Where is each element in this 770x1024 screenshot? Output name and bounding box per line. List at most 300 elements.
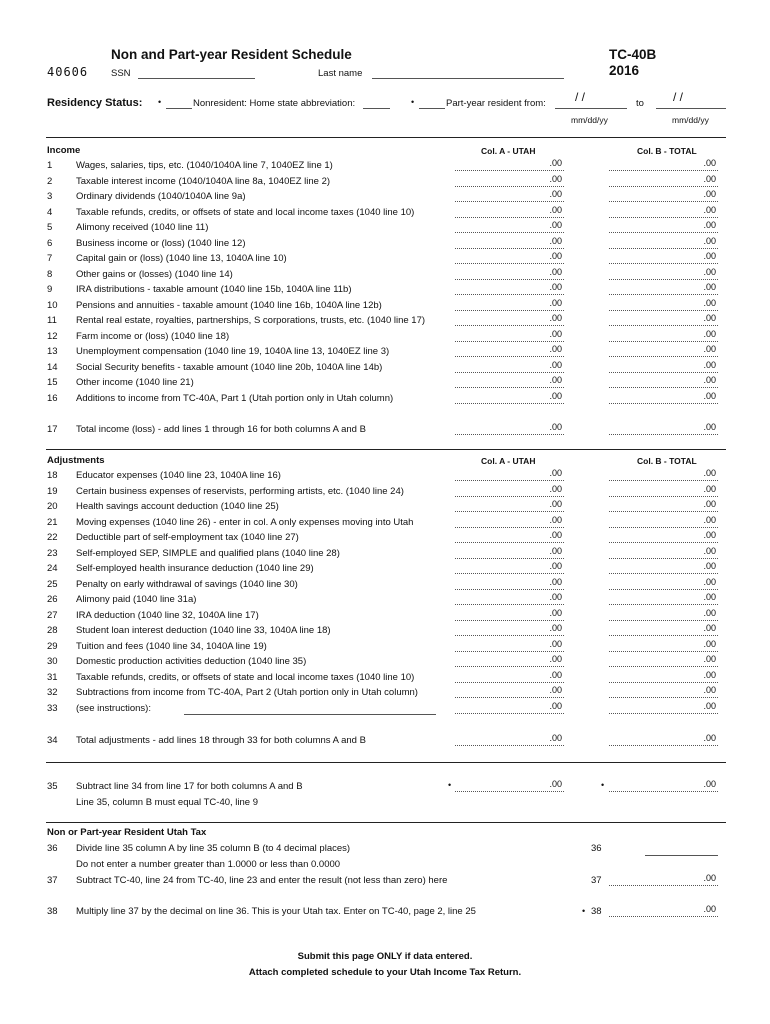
form-year: 2016 [609,63,640,78]
line-description: Taxable interest income (1040/1040A line 8a, 1040EZ line 2) [76,175,331,187]
cents-label: .00 [549,499,562,509]
line-8 [0,267,770,283]
cents-label: .00 [703,607,716,618]
line-18 [0,468,770,484]
line-number: 22 [47,532,58,543]
line-38-field[interactable] [609,904,718,917]
cents-label: .00 [703,700,716,711]
line-21-col-b-field[interactable] [609,515,718,528]
line-number: 24 [47,563,58,574]
cents-label: .00 [703,669,716,680]
line-number: 27 [47,609,58,621]
ssn-field[interactable] [138,66,255,79]
line-description: Unemployment compensation (1040 line 19, 1040A line 13, 1040EZ line 3) [76,346,390,357]
line-25-col-b-field[interactable] [609,577,718,590]
cents-label: .00 [549,654,562,664]
cents-label: .00 [549,313,562,323]
line-18-col-b-field[interactable] [609,468,718,481]
line-number: 9 [47,284,53,295]
cents-label: .00 [703,530,716,540]
line-description: Total adjustments - add lines 18 through 33 for both columns A and B [76,735,366,746]
line-description: Other gains or (losses) (1040 line 14) [76,268,233,280]
line-description: Ordinary dividends (1040/1040A line 9a) [76,191,246,202]
line-9-col-a-field[interactable] [455,282,564,295]
line-description: Educator expenses (1040 line 23, 1040A line 16) [76,470,281,481]
cents-label: .00 [703,873,716,883]
cents-label: .00 [549,173,562,184]
line-number: 37 [47,875,58,886]
form-title: Non and Part-year Resident Schedule [111,47,352,62]
cents-label: .00 [703,561,716,571]
line-19-col-b-field[interactable] [609,484,718,497]
line-29-col-a-field[interactable] [455,639,564,652]
line-number: 38 [47,906,58,917]
cents-label: .00 [703,158,716,168]
line-37-box-label: 37 [591,875,602,886]
cents-label: .00 [549,158,562,168]
line-10-col-a-field[interactable] [455,298,564,311]
line-number: 32 [47,687,58,698]
line-27-col-b-field[interactable] [609,608,718,621]
cents-label: .00 [549,204,562,215]
line-number: 3 [47,191,53,202]
cents-label: .00 [703,779,716,789]
adjust-col-a-header: Col. A - UTAH [481,456,536,466]
cents-label: .00 [549,483,562,494]
line-description: Domestic production activities deduction (1040 line 35) [76,656,307,667]
line-28 [0,623,770,639]
line-11-col-a-field[interactable] [455,313,564,326]
cents-label: .00 [703,328,716,339]
line-13 [0,344,770,360]
line-14-col-a-field[interactable] [455,360,564,373]
line-22-col-a-field[interactable] [455,530,564,543]
date-separator: / / [575,90,586,104]
line-description: IRA distributions - taxable amount (1040 line 15b, 1040A line 11b) [76,284,352,295]
line-6-col-a-field[interactable] [455,236,564,249]
line-number: 36 [47,843,58,854]
bullet: • [158,97,162,107]
line-number: 8 [47,268,53,280]
line-13-col-a-field[interactable] [455,344,564,357]
cents-label: .00 [703,514,716,525]
line-26-col-b-field[interactable] [609,592,718,605]
cents-label: .00 [703,204,716,215]
line-15 [0,375,770,391]
line-34-col-b-field[interactable] [609,733,718,746]
line-description: Self-employed health insurance deduction (1040 line 29) [76,563,314,574]
line-3-col-a-field[interactable] [455,189,564,202]
bullet: • [601,780,605,790]
line-description: Additions to income from TC-40A, Part 1 (Utah portion only in Utah column) [76,392,394,404]
cents-label: .00 [549,638,562,649]
cents-label: .00 [703,545,716,556]
line-34-col-a-field[interactable] [455,733,564,746]
line-32-col-a-field[interactable] [455,685,564,698]
line-34 [0,733,770,749]
line-description: Alimony received (1040 line 11) [76,222,209,233]
line-30-col-a-field[interactable] [455,654,564,667]
cents-label: .00 [549,251,562,261]
cents-label: .00 [549,607,562,618]
cents-label: .00 [703,483,716,494]
form-code: 40606 [47,65,89,79]
line-17-col-a-field[interactable] [455,422,564,435]
line-10-col-b-field[interactable] [609,298,718,311]
line-2-col-b-field[interactable] [609,174,718,187]
line-32 [0,685,770,701]
line-9 [0,282,770,298]
date-format-to: mm/dd/yy [672,115,709,125]
cents-label: .00 [549,422,562,432]
line-number: 21 [47,516,58,528]
cents-label: .00 [549,514,562,525]
line-36-field[interactable] [645,843,718,856]
line-1 [0,158,770,174]
line-3-col-b-field[interactable] [609,189,718,202]
residency-label: Residency Status: [47,97,143,109]
line-number: 4 [47,206,53,218]
line-14 [0,360,770,376]
bullet: • [582,906,586,916]
cents-label: .00 [703,344,716,354]
line-number: 23 [47,547,58,559]
divider [46,137,726,138]
line-description: Tuition and fees (1040 line 34, 1040A line 19) [76,640,267,652]
line-description: Total income (loss) - add lines 1 through 16 for both columns A and B [76,424,366,435]
line-22 [0,530,770,546]
line-4 [0,205,770,221]
line-8-col-a-field[interactable] [455,267,564,280]
cents-label: .00 [703,297,716,308]
line-10 [0,298,770,314]
adjust-col-b-header: Col. B - TOTAL [637,456,697,466]
line-35-col-a-field[interactable] [455,779,564,792]
line-23-col-b-field[interactable] [609,546,718,559]
cents-label: .00 [703,282,716,292]
line-26-col-a-field[interactable] [455,592,564,605]
line-11 [0,313,770,329]
line-number: 28 [47,625,58,636]
line-33-col-b-field[interactable] [609,701,718,714]
cents-label: .00 [703,654,716,664]
line-number: 33 [47,702,58,714]
line-5 [0,220,770,236]
tax-heading: Non or Part-year Resident Utah Tax [47,827,207,838]
date-format-from: mm/dd/yy [571,115,608,125]
line-13-col-b-field[interactable] [609,344,718,357]
line-5-col-b-field[interactable] [609,220,718,233]
line-description: Rental real estate, royalties, partnerships, S corporations, trusts, etc. (1040 line 17) [76,315,426,326]
cents-label: .00 [703,685,716,695]
date-separator: / / [673,90,684,104]
line-14-col-b-field[interactable] [609,360,718,373]
line-6-col-b-field[interactable] [609,236,718,249]
cents-label: .00 [549,592,562,602]
line-description: Deductible part of self-employment tax (1040 line 27) [76,532,299,543]
line-description: Capital gain or (loss) (1040 line 13, 1040A line 10) [76,253,287,264]
line-number: 16 [47,392,58,404]
from-date-field[interactable] [555,90,627,109]
cents-label: .00 [549,700,562,711]
cents-label: .00 [549,282,562,292]
line-description: IRA deduction (1040 line 32, 1040A line 17) [76,609,259,621]
line-36-box-label: 36 [591,843,602,854]
cents-label: .00 [549,623,562,633]
line-21-col-a-field[interactable] [455,515,564,528]
line-35-note: Line 35, column B must equal TC-40, line 9 [76,797,259,808]
cents-label: .00 [549,344,562,354]
line-number: 31 [47,671,58,683]
line-number: 29 [47,640,58,652]
line-number: 6 [47,237,53,249]
nonresident-checkbox-field[interactable] [166,96,192,109]
line-2-col-a-field[interactable] [455,174,564,187]
line-number: 18 [47,470,58,481]
cents-label: .00 [703,359,716,370]
cents-label: .00 [703,235,716,246]
cents-label: .00 [549,733,562,743]
income-col-b-header: Col. B - TOTAL [637,146,697,156]
line-description: Business income or (loss) (1040 line 12) [76,237,246,249]
line-35-col-b-field[interactable] [609,779,718,792]
cents-label: .00 [703,623,716,633]
line-33 [0,701,770,717]
line-24 [0,561,770,577]
line-29 [0,639,770,655]
cents-label: .00 [549,468,562,478]
cents-label: .00 [703,422,716,432]
cents-label: .00 [549,266,562,277]
partyear-checkbox-field[interactable] [419,96,445,109]
line-number: 20 [47,501,58,512]
nonresident-label: Nonresident: Home state abbreviation: [193,98,356,109]
line-number: 35 [47,781,58,792]
line-number: 2 [47,175,53,187]
cents-label: .00 [549,390,562,401]
line-number: 14 [47,361,58,373]
line-36-note: Do not enter a number greater than 1.0000 or less than 0.0000 [76,859,341,870]
line-16 [0,391,770,407]
line-25 [0,577,770,593]
cents-label: .00 [549,530,562,540]
line-description: Subtract line 34 from line 17 for both columns A and B [76,781,303,792]
line-32-col-b-field[interactable] [609,685,718,698]
line-number: 30 [47,656,58,667]
cents-label: .00 [703,390,716,401]
line-38-description: Multiply line 37 by the decimal on line 36. This is your Utah tax. Enter on TC-40, page 2, line 25 [76,906,476,917]
line-25-col-a-field[interactable] [455,577,564,590]
line-number: 11 [47,315,57,326]
cents-label: .00 [549,297,562,308]
bullet: • [411,97,415,107]
cents-label: .00 [549,328,562,339]
line-11-col-b-field[interactable] [609,313,718,326]
line-17 [0,422,770,438]
line-28-col-a-field[interactable] [455,623,564,636]
line-29-col-b-field[interactable] [609,639,718,652]
line-12 [0,329,770,345]
lastname-label: Last name [318,68,363,79]
line-12-col-a-field[interactable] [455,329,564,342]
cents-label: .00 [549,220,562,230]
line-35 [0,779,770,795]
footer-attach-note: Attach completed schedule to your Utah Income Tax Return. [248,967,522,978]
line-12-col-b-field[interactable] [609,329,718,342]
line-19-col-a-field[interactable] [455,484,564,497]
line-16-col-a-field[interactable] [455,391,564,404]
cents-label: .00 [703,499,716,509]
income-col-a-header: Col. A - UTAH [481,146,536,156]
line-24-col-a-field[interactable] [455,561,564,574]
cents-label: .00 [703,592,716,602]
line-description: Self-employed SEP, SIMPLE and qualified plans (1040 line 28) [76,547,340,559]
line-number: 7 [47,253,53,264]
line-19 [0,484,770,500]
cents-label: .00 [549,189,562,199]
line-8-col-b-field[interactable] [609,267,718,280]
line-33-col-a-field[interactable] [455,701,564,714]
line-number: 15 [47,377,58,388]
line-description: Taxable refunds, credits, or offsets of state and local income taxes (1040 line 10) [76,206,415,218]
cents-label: .00 [703,313,716,323]
cents-label: .00 [549,375,562,385]
line-28-col-b-field[interactable] [609,623,718,636]
line-21 [0,515,770,531]
cents-label: .00 [703,733,716,743]
adjustments-heading: Adjustments [47,455,105,466]
ssn-label: SSN [111,68,131,79]
cents-label: .00 [549,669,562,680]
line-30 [0,654,770,670]
line-description: Social Security benefits - taxable amount (1040 line 20b, 1040A line 14b) [76,361,383,373]
line-2 [0,174,770,190]
form-number: TC-40B [609,47,657,62]
line-description: Moving expenses (1040 line 26) - enter in col. A only expenses moving into Utah [76,516,414,528]
bullet: • [448,780,452,790]
line-38-box-label: 38 [591,906,602,917]
cents-label: .00 [549,779,562,789]
line-26 [0,592,770,608]
line-description: Alimony paid (1040 line 31a) [76,594,197,605]
line-5-col-a-field[interactable] [455,220,564,233]
line-7-col-b-field[interactable] [609,251,718,264]
line-3 [0,189,770,205]
cents-label: .00 [703,266,716,277]
to-date-field[interactable] [656,90,726,109]
line-1-col-a-field[interactable] [455,158,564,171]
line-number: 17 [47,424,58,435]
line-30-col-b-field[interactable] [609,654,718,667]
line-1-col-b-field[interactable] [609,158,718,171]
line-9-col-b-field[interactable] [609,282,718,295]
line-number: 19 [47,485,58,497]
line-description: Farm income or (loss) (1040 line 18) [76,330,230,342]
line-7 [0,251,770,267]
line-number: 25 [47,578,58,590]
line-31-col-a-field[interactable] [455,670,564,683]
line-36-description: Divide line 35 column A by line 35 column B (to 4 decimal places) [76,843,351,854]
cents-label: .00 [703,189,716,199]
line-description: Certain business expenses of reservists, performing artists, etc. (1040 line 24) [76,485,404,497]
line-4-col-b-field[interactable] [609,205,718,218]
line-23-col-a-field[interactable] [455,546,564,559]
cents-label: .00 [703,173,716,184]
line-23 [0,546,770,562]
line-6 [0,236,770,252]
line-16-col-b-field[interactable] [609,391,718,404]
line-description: Subtractions from income from TC-40A, Part 2 (Utah portion only in Utah column) [76,687,418,698]
line-15-col-a-field[interactable] [455,375,564,388]
income-heading: Income [47,145,81,156]
divider [46,822,726,823]
line-number: 12 [47,330,58,342]
cents-label: .00 [549,235,562,246]
cents-label: .00 [703,251,716,261]
line-description: Wages, salaries, tips, etc. (1040/1040A line 7, 1040EZ line 1) [76,160,333,171]
line-description: Other income (1040 line 21) [76,377,194,388]
line-37-description: Subtract TC-40, line 24 from TC-40, line 23 and enter the result (not less than zero) here [76,875,448,886]
line-20 [0,499,770,515]
cents-label: .00 [703,468,716,478]
cents-label: .00 [703,220,716,230]
line-number: 10 [47,299,58,311]
line-31 [0,670,770,686]
cents-label: .00 [549,685,562,695]
line-number: 13 [47,346,58,357]
to-label: to [636,98,644,109]
cents-label: .00 [703,375,716,385]
line-7-col-a-field[interactable] [455,251,564,264]
line-37-field[interactable] [609,873,718,886]
line-15-col-b-field[interactable] [609,375,718,388]
line-4-col-a-field[interactable] [455,205,564,218]
cents-label: .00 [703,904,716,914]
cents-label: .00 [549,561,562,571]
partyear-label: Part-year resident from: [446,98,546,109]
line-number: 5 [47,222,53,233]
divider [46,762,726,763]
line-description: Student loan interest deduction (1040 line 33, 1040A line 18) [76,625,331,636]
line-18-col-a-field[interactable] [455,468,564,481]
cents-label: .00 [549,576,562,587]
line-31-col-b-field[interactable] [609,670,718,683]
line-17-col-b-field[interactable] [609,422,718,435]
line-number: 34 [47,735,58,746]
cents-label: .00 [703,638,716,649]
cents-label: .00 [549,545,562,556]
line-27 [0,608,770,624]
line-description: Health savings account deduction (1040 line 25) [76,501,279,512]
line-24-col-b-field[interactable] [609,561,718,574]
line-description: Penalty on early withdrawal of savings (1040 line 30) [76,578,298,590]
line-description: Pensions and annuities - taxable amount (1040 line 16b, 1040A line 12b) [76,299,382,311]
divider [46,449,726,450]
home-state-field[interactable] [363,96,390,109]
line-number: 1 [47,160,53,171]
line-20-col-a-field[interactable] [455,499,564,512]
line-number: 26 [47,594,58,605]
line-description: Taxable refunds, credits, or offsets of state and local income taxes (1040 line 10) [76,671,415,683]
cents-label: .00 [703,576,716,587]
line-33-description-field[interactable] [184,701,436,715]
cents-label: .00 [549,359,562,370]
line-22-col-b-field[interactable] [609,530,718,543]
line-20-col-b-field[interactable] [609,499,718,512]
line-description: (see instructions): [76,702,151,714]
line-27-col-a-field[interactable] [455,608,564,621]
lastname-field[interactable] [372,66,564,79]
